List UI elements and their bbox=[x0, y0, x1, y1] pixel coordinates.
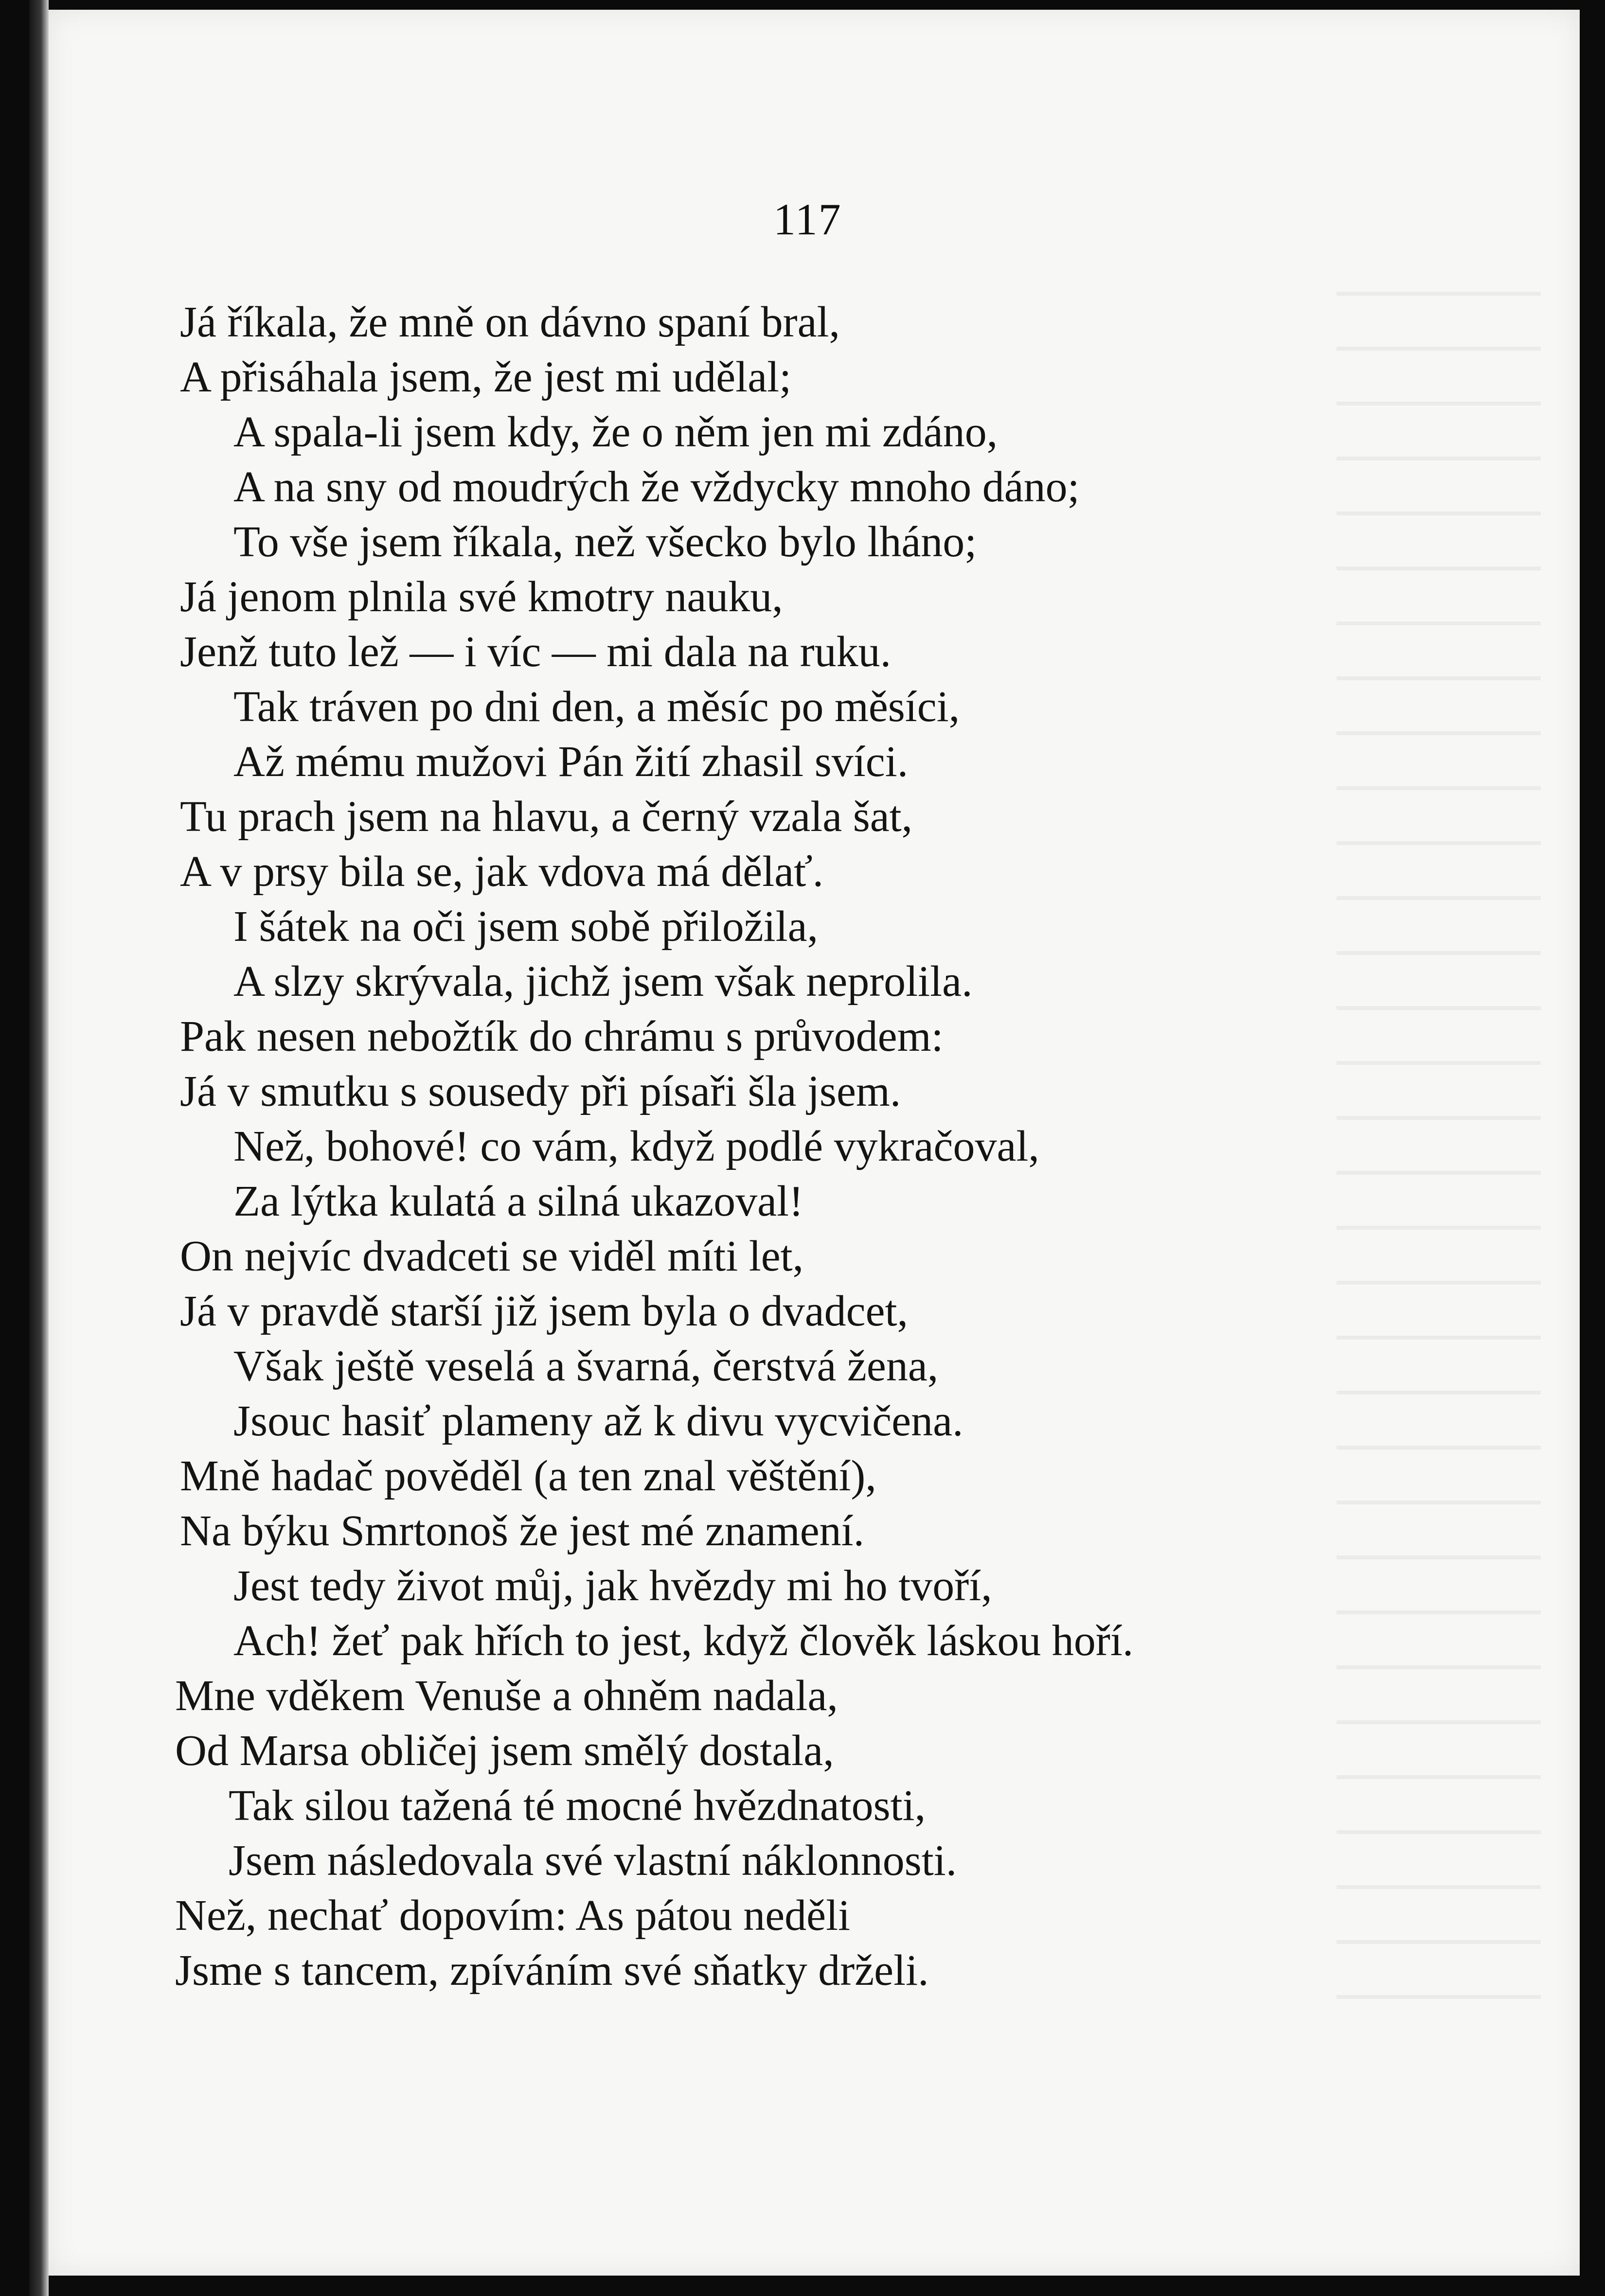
poem-line: Než, nechať dopovím: As pátou neděli bbox=[175, 1891, 851, 1940]
poem-line: A spala-li jsem kdy, že o něm jen mi zdáno, bbox=[233, 408, 998, 456]
poem-line: Však ještě veselá a švarná, čerstvá žena, bbox=[233, 1342, 939, 1390]
poem-line: Mne vděkem Venuše a ohněm nadala, bbox=[175, 1672, 838, 1720]
poem-line: A přisáhala jsem, že jest mi udělal; bbox=[180, 353, 792, 401]
book-page bbox=[49, 10, 1580, 2276]
poem-line: Já jenom plnila své kmotry nauku, bbox=[180, 573, 783, 621]
poem-line: Jenž tuto lež — i víc — mi dala na ruku. bbox=[180, 628, 892, 676]
poem-line: Jsouc hasiť plameny až k divu vycvičena. bbox=[233, 1397, 963, 1445]
poem-line: Jest tedy život můj, jak hvězdy mi ho tvoří, bbox=[233, 1562, 992, 1610]
poem-line: Pak nesen nebožtík do chrámu s průvodem: bbox=[180, 1012, 944, 1060]
poem-body bbox=[49, 10, 1580, 2276]
poem-line: Já v pravdě starší již jsem byla o dvadcet, bbox=[180, 1287, 909, 1335]
poem-line: Ach! žeť pak hřích to jest, když člověk láskou hoří. bbox=[233, 1617, 1134, 1665]
poem-line: A na sny od moudrých že vždycky mnoho dáno; bbox=[233, 463, 1080, 511]
poem-line: Já v smutku s sousedy při písaři šla jsem. bbox=[180, 1067, 901, 1115]
poem-line: Od Marsa obličej jsem smělý dostala, bbox=[175, 1727, 834, 1775]
poem-line: Mně hadač pověděl (a ten znal věštění), bbox=[180, 1452, 876, 1500]
poem-line: Až mému mužovi Pán žití zhasil svíci. bbox=[233, 738, 909, 786]
poem-line: Tak silou tažená té mocné hvězdnatosti, bbox=[229, 1782, 926, 1830]
poem-line: Než, bohové! co vám, když podlé vykračoval, bbox=[233, 1122, 1039, 1170]
scan-left-edge bbox=[29, 0, 49, 2296]
poem-line: To vše jsem říkala, než všecko bylo lháno; bbox=[233, 518, 977, 566]
poem-line: Tu prach jsem na hlavu, a černý vzala šat, bbox=[180, 793, 913, 841]
poem-line: Na býku Smrtonoš že jest mé znamení. bbox=[180, 1507, 865, 1555]
poem-line: Jsem následovala své vlastní náklonnosti. bbox=[229, 1837, 957, 1885]
poem-line: Já říkala, že mně on dávno spaní bral, bbox=[180, 298, 840, 346]
poem-line: Tak tráven po dni den, a měsíc po měsíci, bbox=[233, 683, 960, 731]
poem-line: Jsme s tancem, zpíváním své sňatky drželi. bbox=[175, 1946, 929, 1995]
poem-line: On nejvíc dvadceti se viděl míti let, bbox=[180, 1232, 804, 1280]
poem-line: A v prsy bila se, jak vdova má dělať. bbox=[180, 848, 824, 896]
poem-line: A slzy skrývala, jichž jsem však neprolila. bbox=[233, 957, 973, 1006]
page-number: 117 bbox=[773, 194, 842, 244]
poem-line: I šátek na oči jsem sobě přiložila, bbox=[233, 902, 819, 951]
poem-line: Za lýtka kulatá a silná ukazoval! bbox=[233, 1177, 804, 1225]
